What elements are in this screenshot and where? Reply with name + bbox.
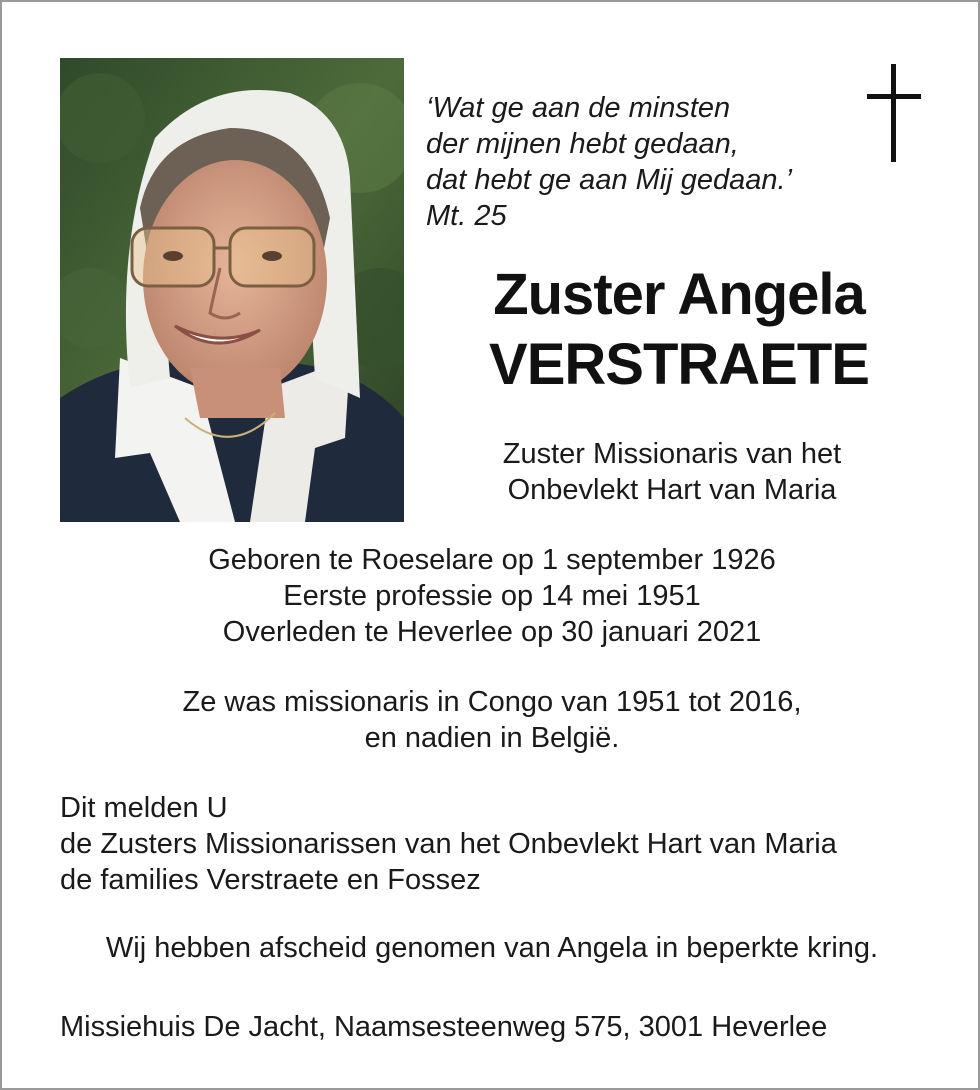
address-text: Missiehuis De Jacht, Naamsesteenweg 575, 3001 Heverlee [60,1011,828,1043]
quote-line: dat hebt ge aan Mij gedaan.’ [426,164,792,196]
cross-icon [864,64,924,162]
quote-line: ‘Wat ge aan de minsten [426,92,731,124]
deceased-name [422,260,936,400]
death-date: Overleden te Heverlee op 30 januari 2021 [222,616,762,648]
birth-date: Geboren te Roeselare op 1 september 1926 [208,544,776,576]
announcement-line: de Zusters Missionarissen van het Onbevlekt Hart van Maria [60,828,837,860]
bible-quote [426,90,792,234]
mission-line: en nadien in België. [364,722,620,754]
name-last: VERSTRAETE [489,332,869,397]
mission-line: Ze was missionaris in Congo van 1951 tot 2016, [182,686,802,718]
order-line: Zuster Missionaris van het [502,438,842,470]
order-line: Onbevlekt Hart van Maria [507,474,837,506]
profession-date: Eerste professie op 14 mei 1951 [283,580,701,612]
farewell-text: Wij hebben afscheid genomen van Angela in beperkte kring. [105,932,879,964]
quote-line: der mijnen hebt gedaan, [426,128,739,160]
life-dates [2,542,980,650]
announcement [60,790,837,898]
announcement-line: Dit melden U [60,792,228,824]
name-first: Zuster Angela [493,262,865,327]
announcement-line: de families Verstraete en Fossez [60,864,481,896]
mission-text [2,684,980,756]
quote-reference: Mt. 25 [426,200,507,232]
religious-order [422,436,922,508]
portrait-photo [60,58,404,522]
